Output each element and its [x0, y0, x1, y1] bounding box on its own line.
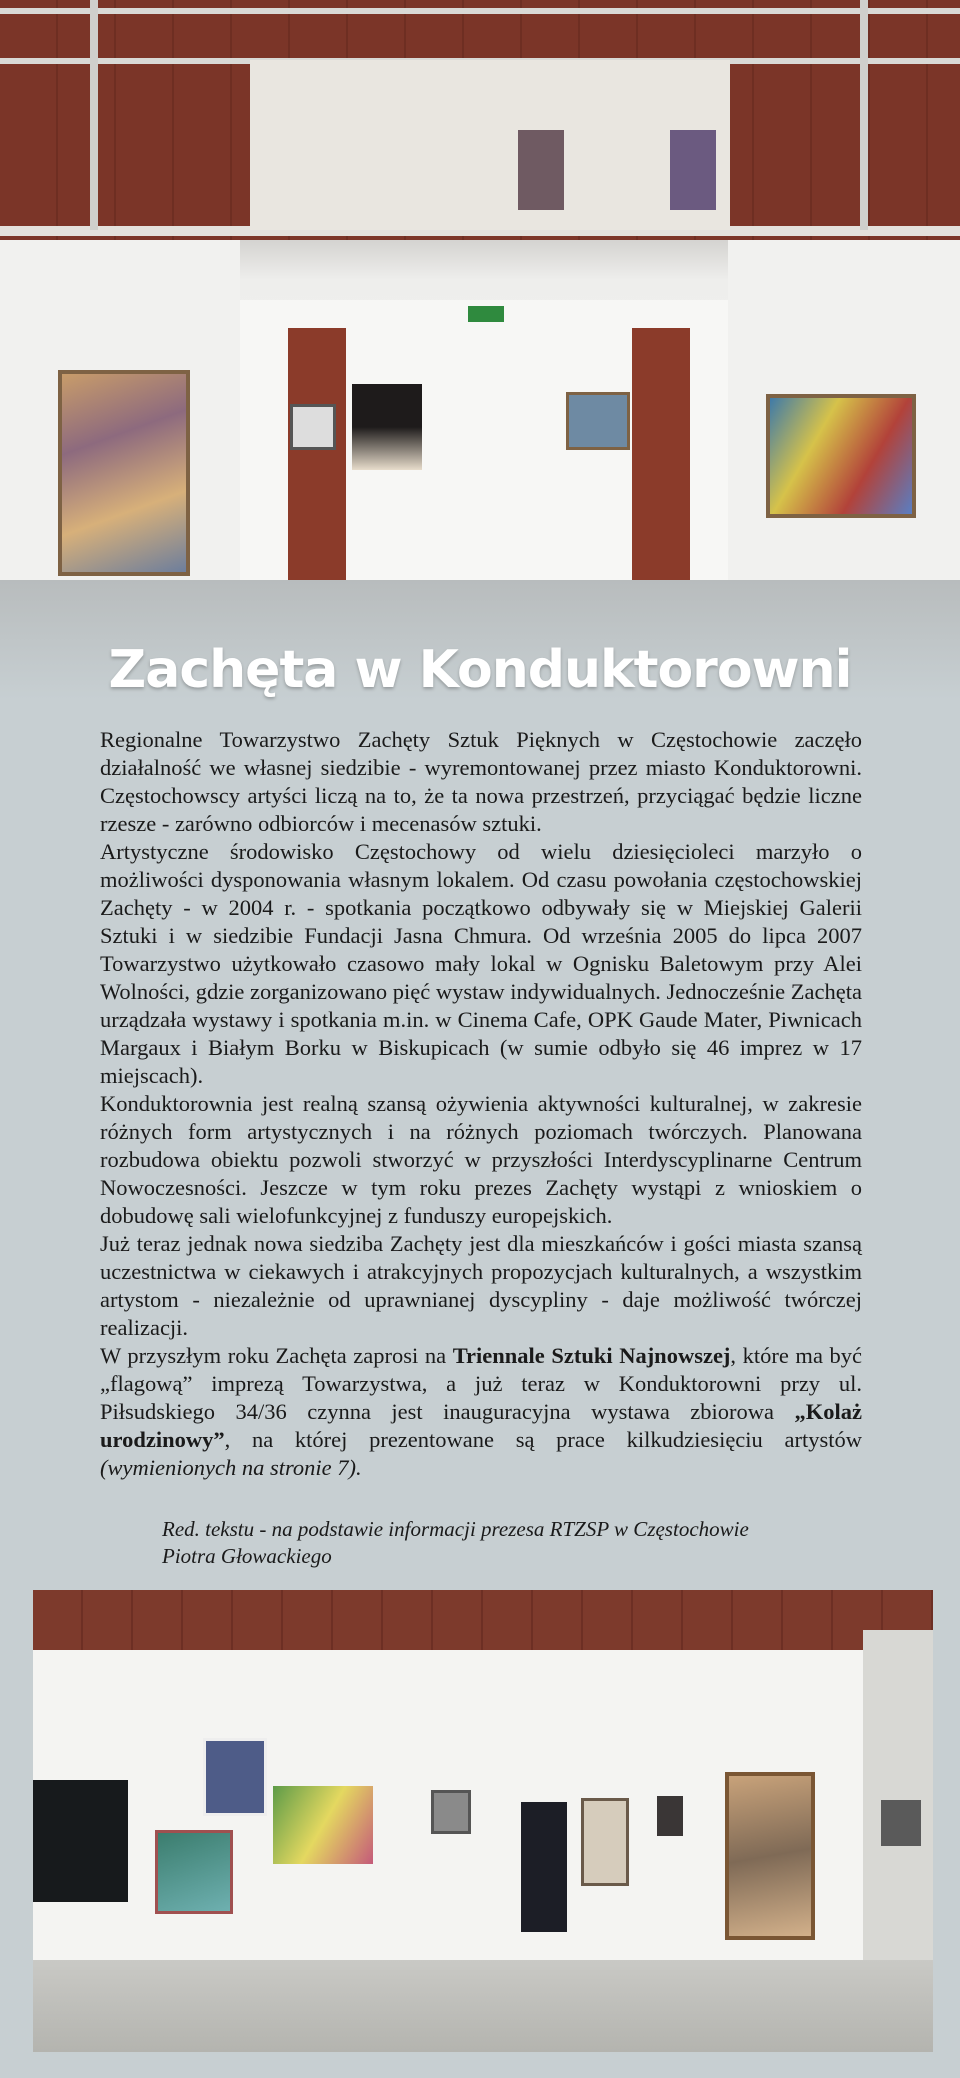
- painting: [352, 384, 422, 470]
- mezzanine-artwork: [518, 130, 564, 210]
- painting: [725, 1772, 815, 1940]
- credit-line: Red. tekstu - na podstawie informacji prezesa RTZSP w Częstochowie: [162, 1517, 749, 1541]
- exit-sign: [468, 306, 504, 322]
- painting: [203, 1738, 267, 1816]
- paragraph-text: W przyszłym roku Zachęta zaprosi na: [100, 1343, 453, 1368]
- painting: [58, 370, 190, 576]
- painting: [521, 1802, 567, 1932]
- gallery-interior-photo-top: [0, 0, 960, 700]
- event-name: Triennale Sztuki Najnowszej: [452, 1343, 731, 1368]
- paragraph: Artystyczne środowisko Częstochowy od wielu dziesięcioleci marzyło o możliwości dysponowania własnym lokalem. Od czasu powołania częstochowskiej Zachęty - w 2004 r. - spotkania początkowo odbywały się w Miejskiej Galerii Sztuki i w siedzibie Fundacji Jasna Chmura. Od września 2005 do lipca 2007 Towarzystwo użytkowało czasowo mały lokal w Ognisku Baletowym przy Alei Wolności, gdzie zorganizowano pięć wystaw indywidualnych. Jednocześnie Zachęta urządzała wystawy i spotkania m.in. w Cinema Cafe, OPK Gaude Mater, Piwnicach Margaux i Białym Borku w Biskupicach (w sumie odbyło się 46 imprez w 17 miejscach).: [100, 839, 862, 1088]
- painting: [581, 1798, 629, 1886]
- paragraph: Już teraz jednak nowa siedziba Zachęty jest dla mieszkańców i gości miasta szansą uczestnictwa w ciekawych i atrakcyjnych propozycjach kulturalnych, a wszystkim artystom - niezależnie od uprawnianej dyscypliny - daje możliwość twórczej realizacji.: [100, 1231, 862, 1340]
- mezzanine: [250, 60, 730, 230]
- painting: [33, 1780, 128, 1902]
- paragraph-text: , które ma być „flagową” imprezą Towarzystwa, a już teraz w Konduktorowni przy ul. Piłsudskiego 34/36 czynna jest inauguracyjna wystawa zbiorowa: [100, 1343, 862, 1424]
- brick-pillar: [632, 328, 690, 608]
- truss: [860, 0, 868, 230]
- exhibition-name: „Kolaż urodzinowy”: [100, 1399, 862, 1452]
- painting: [881, 1800, 921, 1846]
- brick-pillar: [288, 328, 346, 608]
- article-body: [100, 726, 862, 1482]
- editor-credit: [162, 1516, 862, 1570]
- painting: [155, 1830, 233, 1914]
- painting: [657, 1796, 683, 1836]
- exhibition-hall-photo-bottom: [33, 1590, 933, 2052]
- mezzanine-artwork: [670, 130, 716, 210]
- painting: [431, 1790, 471, 1834]
- page-reference: (wymienionych na stronie 7).: [100, 1455, 362, 1480]
- side-wall: [863, 1630, 933, 1960]
- paragraph: [100, 1342, 862, 1482]
- truss: [90, 0, 98, 230]
- paragraph: Konduktorownia jest realną szansą ożywienia aktywności kulturalnej, w zakresie różnych form artystycznych i na różnych poziomach twórczych. Planowana rozbudowa obiektu pozwoli stworzyć w przyszłości Interdyscyplinarne Centrum Nowoczesności. Jeszcze w tym roku prezes Zachęty wystąpi z wnioskiem o dobudowę sali wielofunkcyjnej z funduszy europejskich.: [100, 1091, 862, 1228]
- roof-beam: [0, 8, 960, 14]
- paragraph: Regionalne Towarzystwo Zachęty Sztuk Pięknych w Częstochowie zaczęło działalność we własnej siedzibie - wyremontowanej przez miasto Konduktorowni. Częstochowscy artyści liczą na to, że ta nowa przestrzeń, przyciągać będzie liczne rzesze - zarówno odbiorców i mecenasów sztuki.: [100, 727, 862, 836]
- credit-line: Piotra Głowackiego: [162, 1544, 332, 1568]
- painting: [766, 394, 916, 518]
- paragraph-text: , na której prezentowane są prace kilkudziesięciu artystów: [224, 1427, 862, 1452]
- article-title: Zachęta w Konduktorowni: [108, 640, 852, 700]
- painting: [290, 404, 336, 450]
- floor: [33, 1960, 933, 2052]
- painting: [566, 392, 630, 450]
- painting: [273, 1786, 373, 1864]
